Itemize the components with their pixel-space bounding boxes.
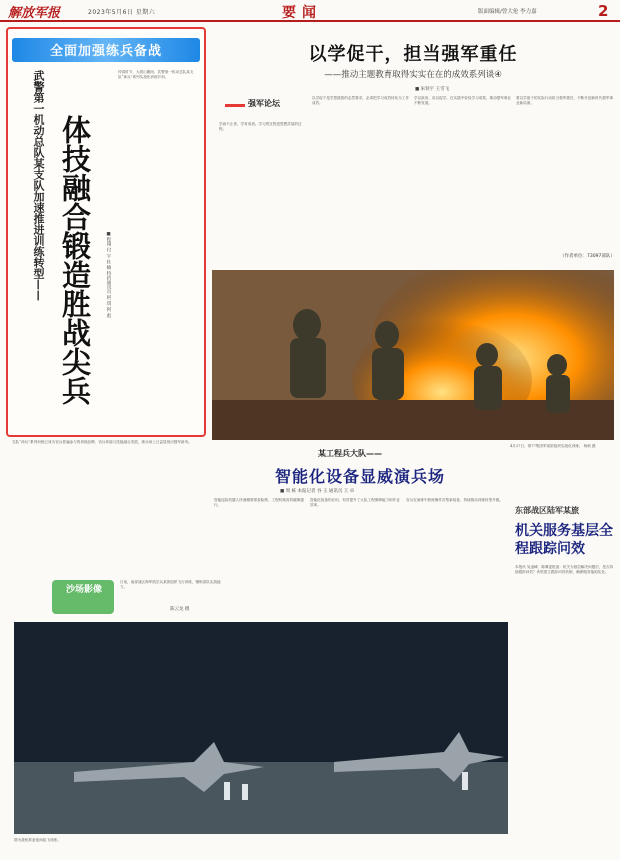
sub-article-col-1: 智能巡检机器人快速精准排查险情，工程机械高效破障通行。 xyxy=(214,498,304,508)
newspaper-logo: 解放军报 xyxy=(8,6,61,21)
page-number: 2 xyxy=(598,2,609,20)
training-photo-scene xyxy=(212,270,614,440)
sub-article-title: 智能化设备显威演兵场 xyxy=(274,467,445,486)
section-title: 要闻 xyxy=(282,5,322,21)
main-article-col-2: 以学促干是学思践悟的必然要求，必须把学习成效转化为工作成效。 xyxy=(312,96,410,106)
sandbox-label-text: 沙场影像 xyxy=(65,585,102,595)
forum-marker xyxy=(225,104,245,107)
sub-article-kicker: 某工程兵大队—— xyxy=(318,449,382,458)
left-article-byline: ■程翔 付 宇 杜 楠 特约通讯员 阿 琪 阿 彪 xyxy=(106,232,111,318)
feature-banner-text: 全面加强练兵备战 xyxy=(49,44,162,59)
training-photo-caption: 4月27日，第77集团军某旅组织实战化训练。 杨帆 摄 xyxy=(510,444,596,448)
main-article-col-1: 学而不止者，学有成者。学习的过程是思想武装的过程。 xyxy=(219,122,302,132)
sandbox-caption: 日前，南部战区海军航空兵某旅组织飞行训练，锤炼部队实战能力。 xyxy=(120,580,221,590)
sub-article-col-3: 官兵在演练中熟练操作各型新装备，持续推动训练转型升级。 xyxy=(406,498,504,502)
jets-photo xyxy=(14,622,508,834)
jets-photo-scene xyxy=(14,622,508,834)
jets-photo-caption: 图为战机准备夜间起飞训练。 xyxy=(14,838,61,842)
main-article-col-3: 学以致用、用以促学，在实践中检验学习成果，推动强军事业不断发展。 xyxy=(414,96,512,106)
main-article-col-4: 要以学促干的实际行动担当强军重任，不断开创新时代强军事业新局面。 xyxy=(516,96,614,106)
page-editors: 版面编辑/曾大伦 李力嘉 xyxy=(478,9,537,15)
training-photo xyxy=(212,270,614,440)
sub-article-byline: ■ 周 栋 本报记者 谷 玉 通讯员 王 卓 xyxy=(280,489,355,494)
left-article-body: 仲春时节，大漠山麓间，武警第一机动总队某支队“神兵”系列实战化训练开训。 xyxy=(118,70,194,80)
left-article-subtitle: 武警第一机动总队某支队加速推进训练转型—— xyxy=(32,70,45,301)
right-article-title: 机关服务基层全程跟踪问效 xyxy=(515,523,613,557)
main-article-author-unit: （作者单位：73097部队） xyxy=(560,254,615,259)
right-article-body: 本报讯 吴凌峰、陈佩雯报道：机关为基层解决问题后，是否持续跟踪问效？该旅建立跟踪问效机制，确保服务落到实处。 xyxy=(515,565,614,575)
forum-label: 强军论坛 xyxy=(248,99,280,108)
right-article-kicker: 东部战区陆军某旅 xyxy=(515,506,579,515)
feature-banner xyxy=(12,38,200,62)
main-article-subtitle: ——推动主题教育取得实实在在的成效系列谈④ xyxy=(324,70,502,80)
main-article-byline: ■ 朱铁宇 王雪飞 xyxy=(415,87,450,92)
sub-article-col-2: 智能化装备的应用，有效提升了大队工程保障能力和作业效率。 xyxy=(310,498,400,508)
main-article-title: 以学促干，担当强军重任 xyxy=(308,44,518,65)
issue-date: 2023年5月6日 星期六 xyxy=(88,9,156,16)
left-article-continued: 支队“神兵”系列训练已成为官兵普遍参与的训练品牌，官兵体能与技能融合发展，练兵场上日益显现出强军新风。 xyxy=(12,440,192,444)
left-article-title: 体技融合锻造胜战尖兵 xyxy=(58,115,92,405)
sandbox-photo-credit: 陈云龙 摄 xyxy=(170,607,190,612)
